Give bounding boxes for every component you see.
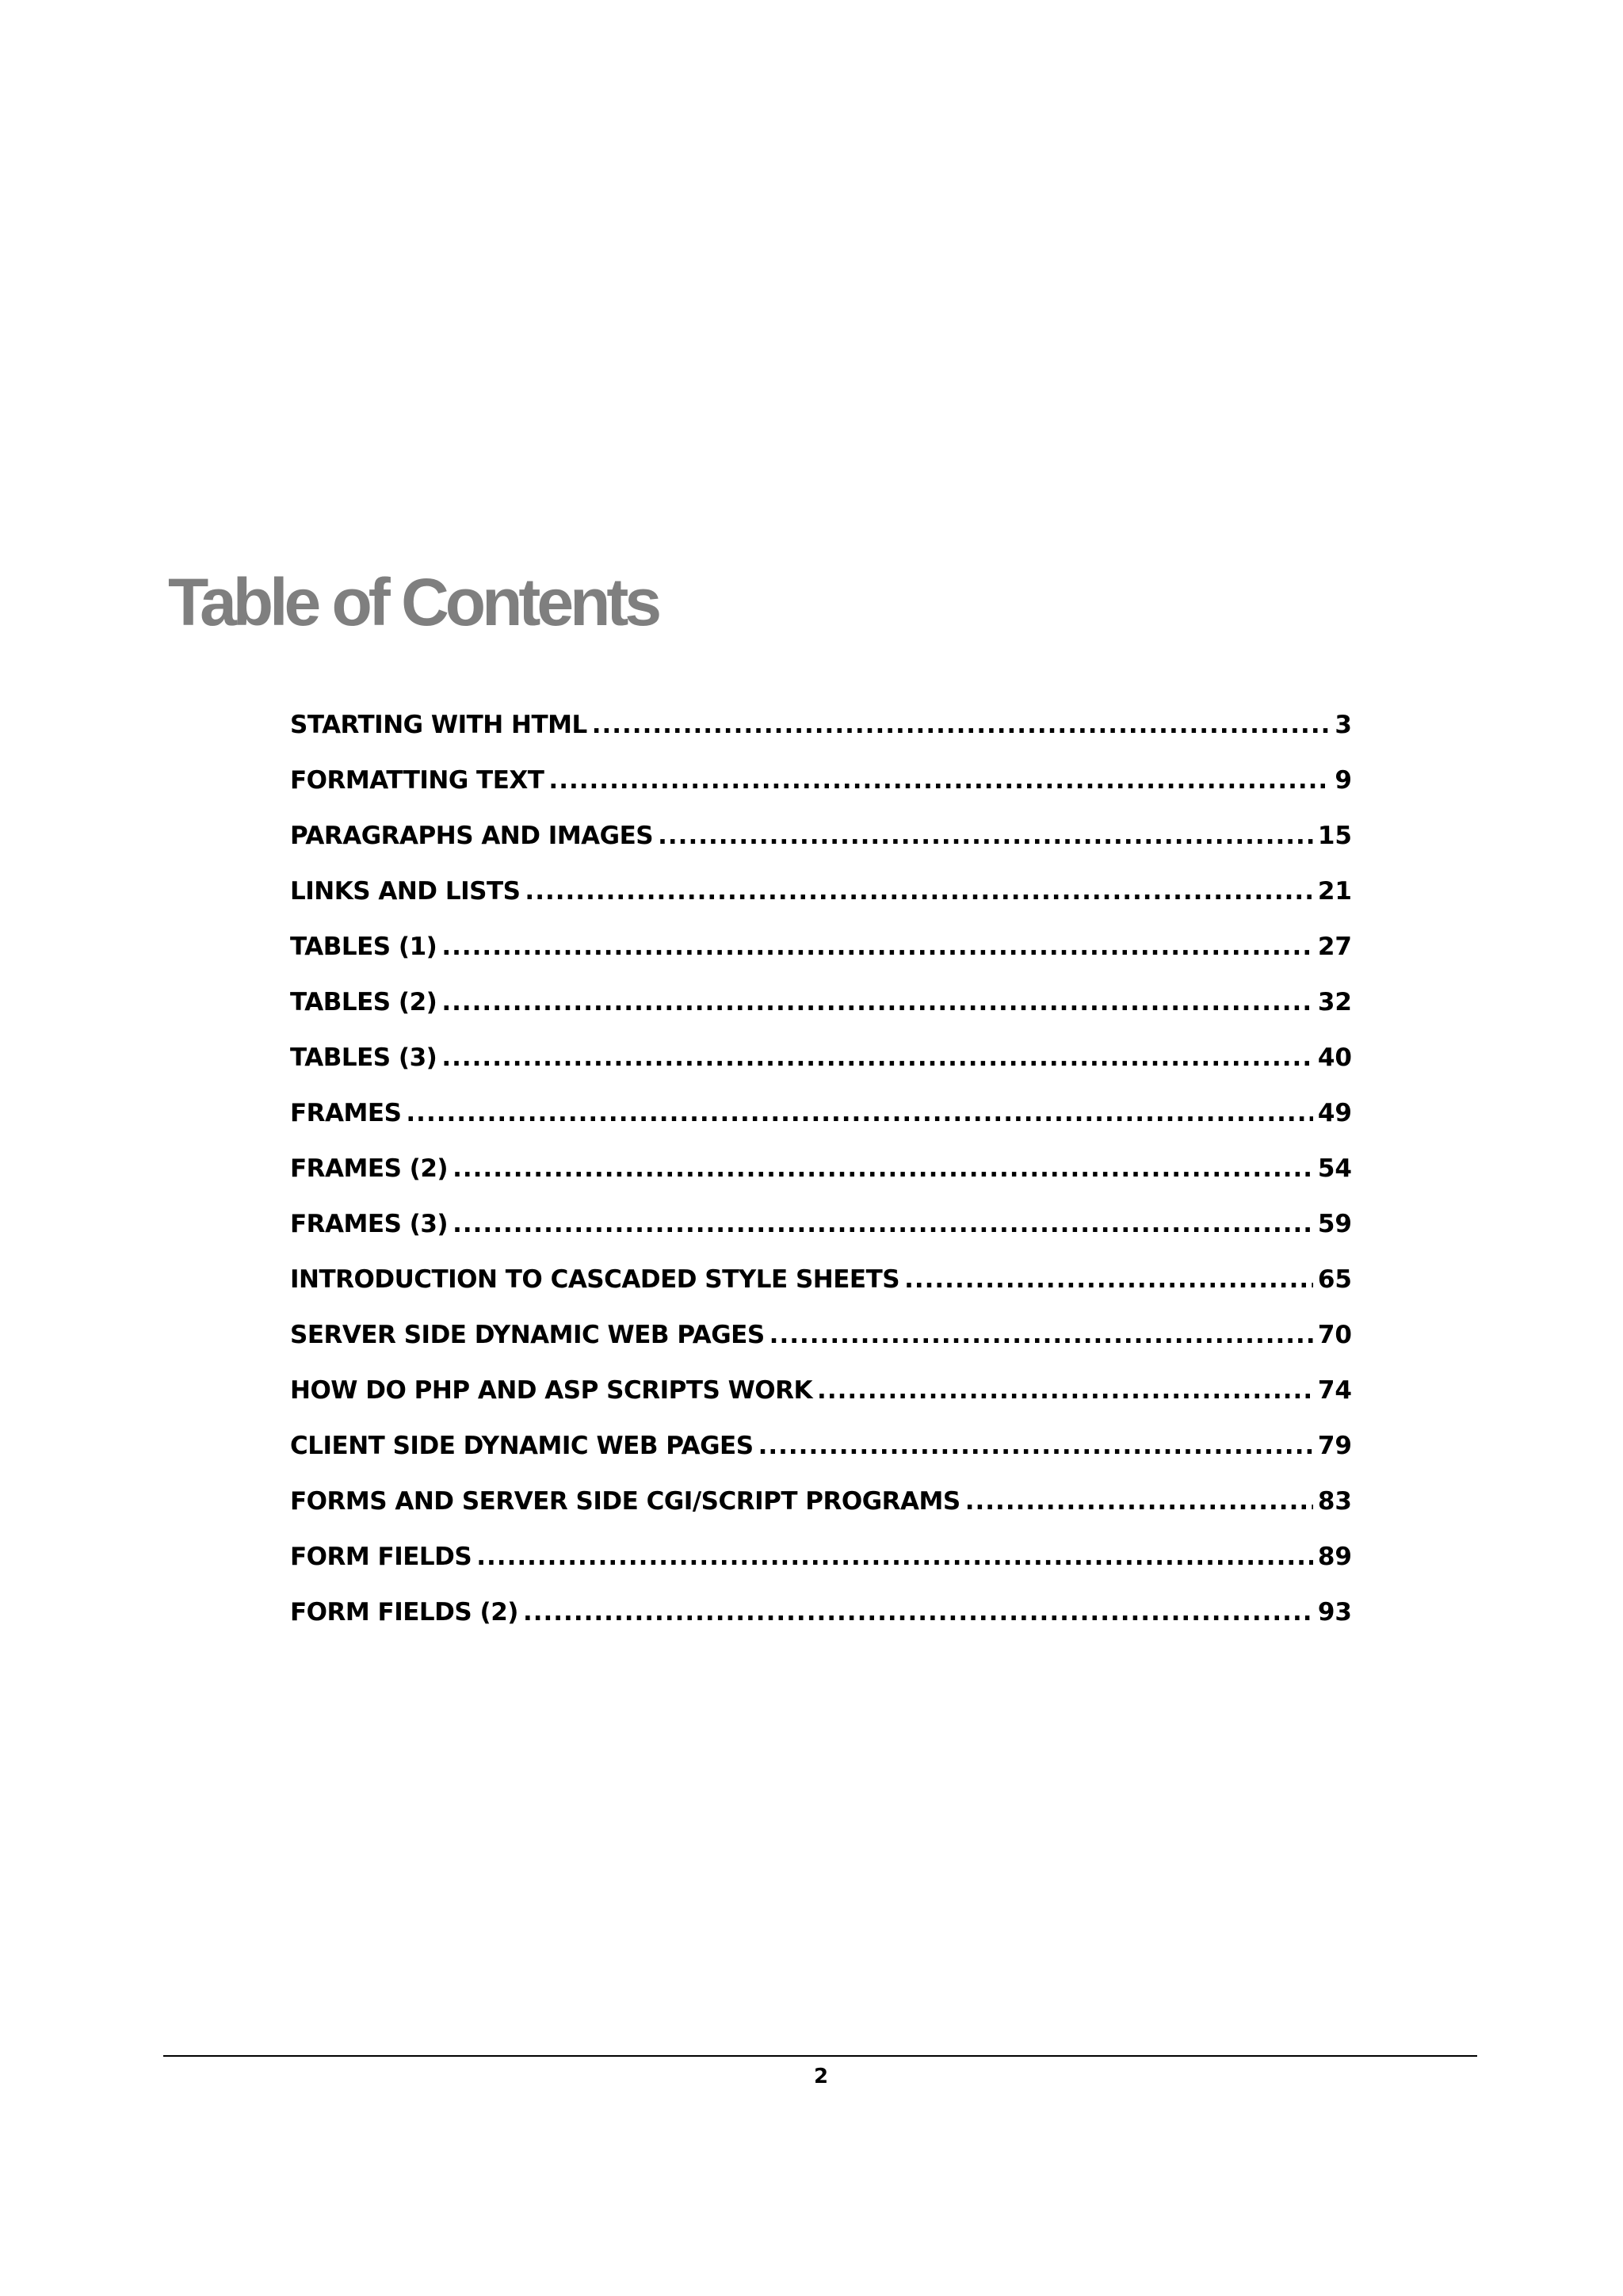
toc-entry[interactable] [290, 705, 1352, 761]
toc-dot-leader [476, 1537, 1313, 1577]
page-number: 2 [813, 2065, 829, 2088]
toc-entry-label: TABLES (1) [290, 933, 437, 961]
toc-entry-page: 74 [1317, 1376, 1352, 1405]
toc-entry[interactable] [290, 927, 1352, 982]
toc-entry-label: LINKS AND LISTS [290, 877, 521, 906]
toc-entry[interactable] [290, 982, 1352, 1038]
toc-dot-leader [769, 1315, 1313, 1355]
toc-entry-page: 49 [1317, 1099, 1352, 1127]
toc-entry-label: HOW DO PHP AND ASP SCRIPTS WORK [290, 1376, 813, 1405]
toc-dot-leader [453, 1149, 1313, 1188]
toc-entry-page: 32 [1317, 988, 1352, 1016]
toc-entry-label: FORM FIELDS [290, 1543, 472, 1571]
toc-entry[interactable] [290, 1426, 1352, 1482]
toc-entry[interactable] [290, 871, 1352, 927]
toc-entry-label: TABLES (3) [290, 1043, 437, 1072]
toc-entry-label: INTRODUCTION TO CASCADED STYLE SHEETS [290, 1265, 900, 1294]
toc-dot-leader [658, 816, 1313, 856]
toc-dot-leader [441, 1038, 1313, 1077]
toc-dot-leader [453, 1204, 1313, 1244]
toc-entry-label: PARAGRAPHS AND IMAGES [290, 822, 654, 850]
toc-entry-label: STARTING WITH HTML [290, 711, 587, 739]
toc-title: Table of Contents [168, 565, 659, 639]
toc-entry[interactable] [290, 1038, 1352, 1093]
toc-entry[interactable] [290, 761, 1352, 816]
toc-entry[interactable] [290, 1315, 1352, 1371]
toc-entry-label: FORMS AND SERVER SIDE CGI/SCRIPT PROGRAMS [290, 1487, 960, 1516]
toc-dot-leader [406, 1093, 1312, 1133]
toc-entry[interactable] [290, 1592, 1352, 1648]
toc-dot-leader [525, 871, 1312, 911]
toc-dot-leader [965, 1482, 1313, 1521]
toc-entry-label: FRAMES (2) [290, 1154, 449, 1183]
toc-entry-page: 65 [1317, 1265, 1352, 1294]
toc-dot-leader [441, 927, 1313, 967]
toc-entry[interactable] [290, 1260, 1352, 1315]
toc-entry-label: SERVER SIDE DYNAMIC WEB PAGES [290, 1321, 765, 1349]
toc-entry-label: TABLES (2) [290, 988, 437, 1016]
toc-dot-leader [758, 1426, 1313, 1466]
toc-entry-page: 21 [1317, 877, 1352, 906]
toc-entry-page: 40 [1317, 1043, 1352, 1072]
toc-dot-leader [441, 982, 1313, 1022]
toc-entry-label: FORM FIELDS (2) [290, 1598, 518, 1627]
toc-entry-page: 59 [1317, 1210, 1352, 1238]
toc-dot-leader [523, 1592, 1313, 1632]
toc-entry-page: 27 [1317, 933, 1352, 961]
toc-entry-page: 89 [1317, 1543, 1352, 1571]
toc-entry[interactable] [290, 1371, 1352, 1426]
toc-entry[interactable] [290, 1204, 1352, 1260]
toc-entry[interactable] [290, 1093, 1352, 1149]
toc-entry-page: 3 [1335, 711, 1352, 739]
toc-entry-page: 15 [1317, 822, 1352, 850]
toc-dot-leader [904, 1260, 1313, 1299]
toc-entry-label: CLIENT SIDE DYNAMIC WEB PAGES [290, 1432, 754, 1460]
toc-entry-page: 93 [1317, 1598, 1352, 1627]
toc-list [290, 705, 1352, 1648]
toc-entry[interactable] [290, 1482, 1352, 1537]
toc-dot-leader [592, 705, 1331, 745]
toc-entry-label: FRAMES (3) [290, 1210, 449, 1238]
toc-entry[interactable] [290, 1537, 1352, 1592]
toc-entry-label: FRAMES [290, 1099, 402, 1127]
toc-dot-leader [817, 1371, 1313, 1410]
footer-divider [163, 2055, 1477, 2057]
toc-entry-page: 83 [1317, 1487, 1352, 1516]
toc-entry-page: 70 [1317, 1321, 1352, 1349]
toc-entry[interactable] [290, 816, 1352, 871]
toc-entry-page: 9 [1335, 766, 1352, 795]
toc-dot-leader [548, 761, 1330, 800]
toc-entry[interactable] [290, 1149, 1352, 1204]
toc-entry-page: 79 [1317, 1432, 1352, 1460]
toc-entry-label: FORMATTING TEXT [290, 766, 544, 795]
toc-entry-page: 54 [1317, 1154, 1352, 1183]
